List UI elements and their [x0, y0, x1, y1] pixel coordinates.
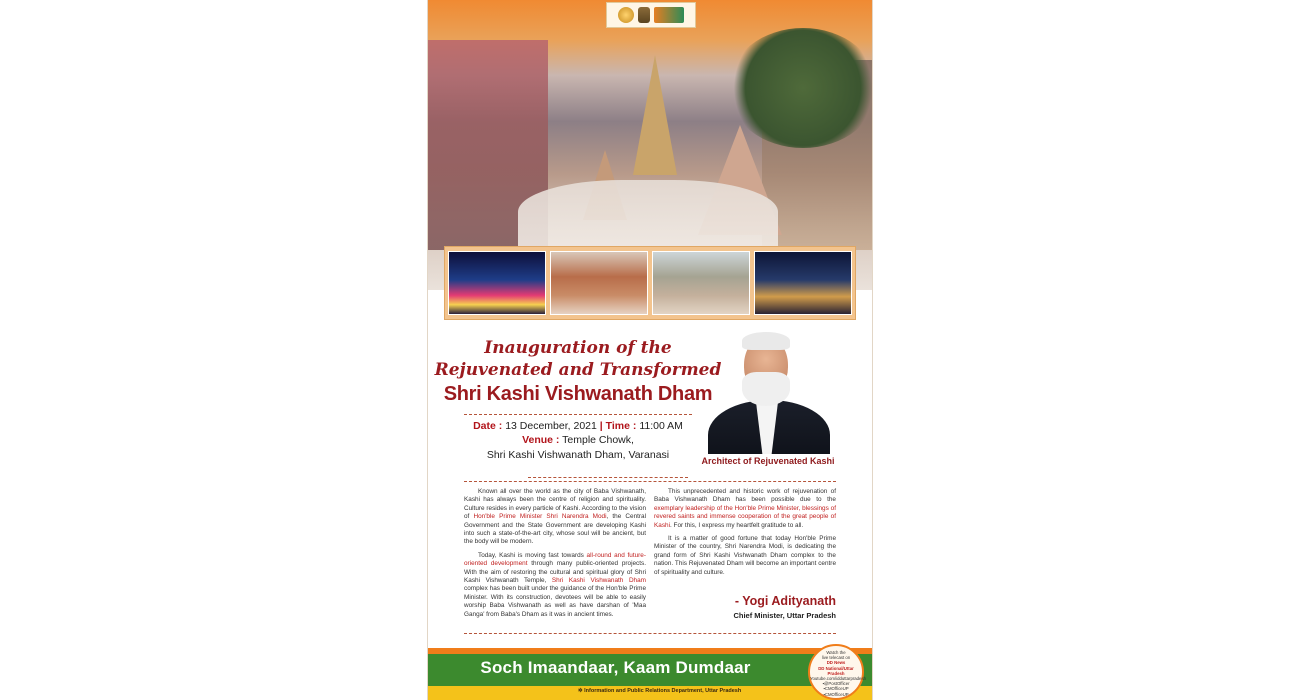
prime-minister-portrait	[698, 332, 838, 454]
paragraph	[654, 535, 836, 577]
divider	[464, 414, 692, 415]
title-line-1: Inauguration of the	[484, 338, 672, 358]
highlight-text: Hon'ble Prime Minister Shri Narendra Modi	[473, 513, 607, 521]
date-value: 13 December, 2021	[505, 420, 597, 432]
badge-channel: DD News	[826, 660, 846, 666]
message-column-left	[464, 488, 646, 624]
venue-line-2: Shri Kashi Vishwanath Dham, Varanasi	[486, 449, 670, 461]
department-icon: ✲	[578, 688, 585, 694]
badge-handle: @PostOfficer	[823, 681, 850, 687]
text: , the Central Government and the State Government are developing Kashi into such a state-of-the-art city, whose soul will be ancient, but the body will be modern.	[464, 513, 646, 546]
twitter-icon: ▪	[822, 681, 824, 687]
badge-youtube: Youtube.com/idduttarpradesh	[810, 676, 866, 682]
text: complex has been built under the guidance of the Hon'ble Prime Minister. With its construction, devotees will be able to easily worship Baba Vishwanath as well as have darshan of 'Maa Ganga' from Baba's Dham as it was in ancient times.	[464, 585, 646, 618]
signature-role: Chief Minister, Uttar Pradesh	[733, 611, 836, 620]
paragraph	[654, 488, 836, 530]
thumbnail-night-temple	[754, 251, 852, 315]
event-date-time	[428, 420, 728, 432]
temple-spire	[633, 55, 677, 175]
photo-strip	[444, 246, 856, 320]
highlight-text: exemplary leadership of the Hon'ble Prime Minister, blessings of revered saints and immense cooperation of the great people of Kashi	[654, 504, 836, 529]
title-line-2: Rejuvenated and Transformed	[434, 360, 722, 380]
up-govt-seal-icon	[618, 7, 634, 23]
highlight-text: Shri Kashi Vishwanath Dham	[551, 577, 646, 585]
thumbnail-light-show	[448, 251, 546, 315]
badge-social	[810, 692, 862, 697]
portrait-hair	[742, 332, 790, 350]
live-telecast-badge	[808, 644, 864, 700]
signature-name: - Yogi Adityanath	[734, 594, 836, 608]
portrait-beard	[742, 372, 790, 406]
badge-text: Watch the	[826, 650, 846, 655]
instagram-icon: ▪	[823, 691, 825, 697]
text: . For this, I express my heartfelt gratitude to all.	[670, 521, 804, 529]
badge-handle: CMOfficeUP	[824, 691, 849, 697]
venue-line-1: Temple Chowk,	[562, 434, 634, 446]
highlight-text: all-round and future-oriented development	[464, 551, 646, 568]
department-credit	[578, 688, 741, 694]
venue-label: Venue :	[522, 434, 560, 446]
message-column-right	[654, 488, 836, 582]
separator: |	[599, 420, 603, 432]
divider	[464, 633, 836, 634]
azadi-ka-amrit-mahotsav-logo-icon	[654, 7, 684, 23]
paragraph	[464, 552, 646, 619]
national-emblem-icon	[638, 7, 650, 23]
title-script	[428, 337, 728, 381]
thumbnail-temple-gate	[550, 251, 648, 315]
badge-channel: DD National/Uttar Pradesh	[818, 665, 854, 676]
time-value: 11:00 AM	[639, 420, 683, 432]
text: It is a matter of good fortune that today Hon'ble Prime Minister of the country, Shri Narendra Modi, is dedicating the grand form of Shri Kashi Vishwanath Dham complex to the nation. This Rejuvenated Dham will become an important centre of spirituality and culture.	[654, 535, 836, 576]
text: This unprecedented and historic work of rejuvenation of Baba Vishwanath Dham has been possible due to the	[654, 488, 836, 504]
paragraph	[464, 488, 646, 547]
title-main: Shri Kashi Vishwanath Dham	[443, 383, 713, 405]
department-text: Information and Public Relations Department, Uttar Pradesh	[584, 688, 742, 694]
time-label: Time :	[605, 420, 637, 432]
slogan: Soch Imaandaar, Kaam Dumdaar	[480, 658, 751, 677]
text: Today, Kashi is moving fast towards	[478, 551, 587, 559]
government-logos	[606, 2, 696, 28]
divider	[464, 481, 836, 482]
text: Known all over the world as the city of Baba Vishwanath, Kashi has always been the centre of religion and spirituality. Culture resides in every particle of Kashi. According to the vision of	[464, 488, 646, 521]
date-label: Date :	[473, 420, 503, 432]
portrait-caption: Architect of Rejuvenated Kashi	[701, 456, 835, 466]
event-venue	[428, 434, 728, 446]
divider	[528, 477, 688, 478]
badge-text: live telecast on	[821, 655, 851, 661]
text: through many public-oriented projects. With the aim of restoring the cultural and spiritual glory of Shri Kashi Vishwanath Temple,	[464, 560, 646, 585]
facebook-icon: ▪	[823, 686, 825, 692]
thumbnail-ghat-view	[652, 251, 750, 315]
advertisement-poster	[428, 0, 872, 700]
badge-handle: CMOfficeUP	[824, 686, 849, 692]
